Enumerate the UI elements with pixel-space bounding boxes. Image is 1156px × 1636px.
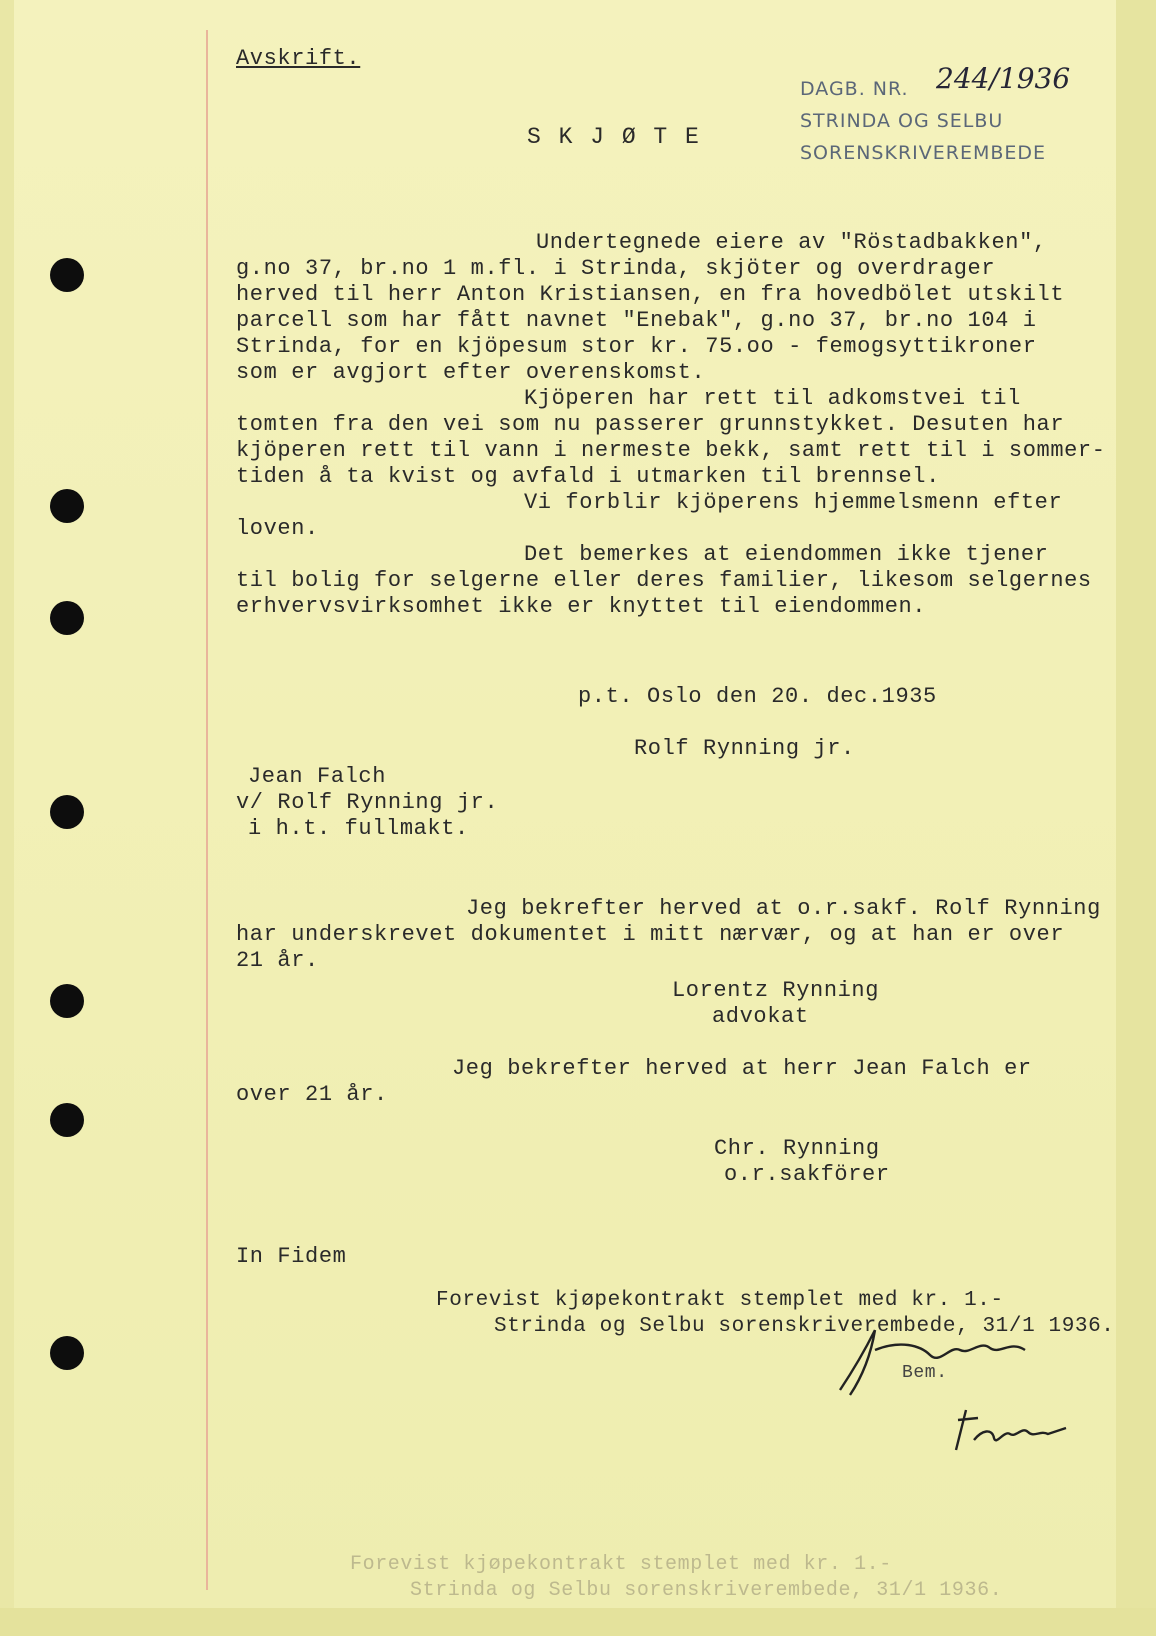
body-line: tiden å ta kvist og avfald i utmarken til brennsel. <box>236 464 940 489</box>
stamp-dagb-label: DAGB. NR. <box>800 78 909 100</box>
attest-line: har underskrevet dokumentet i mitt nærvær, og at han er over <box>236 922 1065 947</box>
body-line: loven. <box>236 516 319 541</box>
page-edge-bottom <box>0 1608 1156 1636</box>
body-line: Vi forblir kjöperens hjemmelsmenn efter <box>524 490 1063 515</box>
in-fidem: In Fidem <box>236 1244 347 1269</box>
attest-line: 21 år. <box>236 948 319 973</box>
punch-hole <box>50 489 84 523</box>
attest-signer-title: o.r.sakförer <box>724 1162 890 1187</box>
bleed-through-line: Forevist kjøpekontrakt stemplet med kr. 1.- <box>350 1553 892 1576</box>
avskrift-label: Avskrift. <box>236 46 361 71</box>
attest-signer-title: advokat <box>712 1004 809 1029</box>
body-line: parcell som har fått navnet "Enebak", g.no 37, br.no 104 i <box>236 308 1037 333</box>
stamp-court-name: STRINDA OG SELBU <box>800 110 1004 132</box>
signer-jean-by: v/ Rolf Rynning jr. <box>236 790 499 815</box>
body-line: Strinda, for en kjöpesum stor kr. 75.oo - femogsyttikroner <box>236 334 1037 359</box>
note-line: Strinda og Selbu sorenskriverembede, 31/1 1936. <box>494 1315 1115 1338</box>
attest-line: over 21 år. <box>236 1082 388 1107</box>
handwritten-initials <box>948 1400 1078 1460</box>
stamp-office-name: SORENSKRIVEREMBEDE <box>800 142 1047 164</box>
attest-line: Jeg bekrefter herved at herr Jean Falch er <box>452 1056 1032 1081</box>
punch-hole <box>50 1103 84 1137</box>
bleed-through-line: Strinda og Selbu sorenskriverembede, 31/1 1936. <box>410 1579 1003 1602</box>
document-title: S K J Ø T E <box>527 124 701 150</box>
note-line: Forevist kjøpekontrakt stemplet med kr. 1.- <box>436 1289 1004 1312</box>
signer-rolf: Rolf Rynning jr. <box>634 736 855 761</box>
body-line: Det bemerkes at eiendommen ikke tjener <box>524 542 1049 567</box>
body-line: tomten fra den vei som nu passerer grunnstykket. Desuten har <box>236 412 1065 437</box>
attest-signer-name: Chr. Rynning <box>714 1136 880 1161</box>
handwritten-signature <box>830 1320 1050 1400</box>
body-line: Kjöperen har rett til adkomstvei til <box>524 386 1021 411</box>
punch-hole <box>50 795 84 829</box>
punch-hole <box>50 258 84 292</box>
punch-hole <box>50 601 84 635</box>
page-edge-left <box>0 0 14 1636</box>
stamp-dagb-number: 244/1936 <box>936 62 1071 95</box>
note-signature-label: Bem. <box>902 1363 948 1383</box>
signer-jean-name: Jean Falch <box>248 764 387 789</box>
body-line: herved til herr Anton Kristiansen, en fra hovedbölet utskilt <box>236 282 1065 307</box>
margin-line <box>206 30 208 1590</box>
page-edge-right <box>1116 0 1156 1636</box>
signer-jean-authority: i h.t. fullmakt. <box>248 816 469 841</box>
body-line: til bolig for selgerne eller deres familier, likesom selgernes <box>236 568 1092 593</box>
attest-signer-name: Lorentz Rynning <box>672 978 880 1003</box>
punch-hole <box>50 984 84 1018</box>
body-line: kjöperen rett til vann i nermeste bekk, samt rett til i sommer- <box>236 438 1106 463</box>
punch-hole <box>50 1336 84 1370</box>
body-line: g.no 37, br.no 1 m.fl. i Strinda, skjöter og overdrager <box>236 256 996 281</box>
attest-line: Jeg bekrefter herved at o.r.sakf. Rolf Rynning <box>466 896 1101 921</box>
body-line: erhvervsvirksomhet ikke er knyttet til eiendommen. <box>236 594 927 619</box>
place-date: p.t. Oslo den 20. dec.1935 <box>578 684 937 709</box>
body-line: Undertegnede eiere av "Röstadbakken", <box>536 230 1047 255</box>
body-line: som er avgjort efter overenskomst. <box>236 360 706 385</box>
